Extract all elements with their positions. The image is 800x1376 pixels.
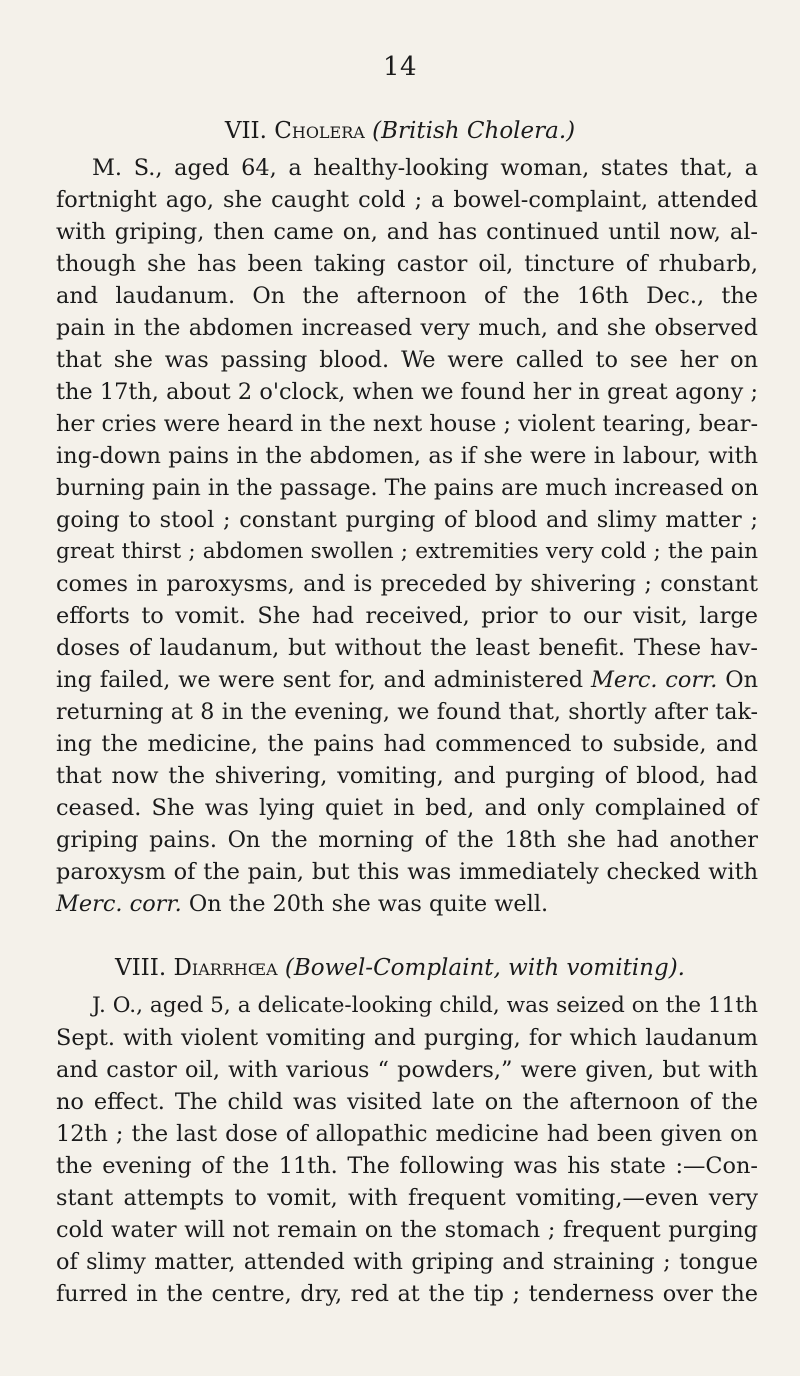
body-line-with-remedy bbox=[56, 664, 758, 696]
body-line: burning pain in the passage. The pains are much increased on bbox=[56, 475, 759, 501]
section-vii-subtitle: (British Cholera.) bbox=[372, 118, 576, 144]
body-line: cold water will not remain on the stomach ; frequent purging bbox=[56, 1217, 758, 1243]
body-line: Sept. with violent vomiting and purging, for which laudanum bbox=[56, 1025, 758, 1051]
body-line: ing-down pains in the abdomen, as if she were in labour, with bbox=[56, 443, 758, 469]
body-line: J. O., aged 5, a delicate-looking child, was seized on the 11th bbox=[92, 993, 758, 1018]
section-viii-title: Diarrhœa bbox=[173, 955, 278, 981]
body-line: her cries were heard in the next house ; violent tearing, bear- bbox=[56, 411, 759, 437]
body-line: great thirst ; abdomen swollen ; extremities very cold ; the pain bbox=[56, 539, 758, 564]
body-line-text: ing failed, we were sent for, and administered bbox=[56, 667, 584, 693]
body-line: M. S., aged 64, a healthy-looking woman, states that, a bbox=[92, 155, 758, 181]
section-vii-numeral: VII. bbox=[224, 118, 267, 144]
remedy-name: Merc. corr. bbox=[56, 891, 182, 917]
body-line: returning at 8 in the evening, we found that, shortly after tak- bbox=[56, 699, 758, 725]
section-viii-heading bbox=[0, 952, 800, 984]
body-line: efforts to vomit. She had received, prior to our visit, large bbox=[56, 603, 758, 629]
section-viii-subtitle: (Bowel-Complaint, with vomiting). bbox=[284, 955, 685, 981]
body-line: that she was passing blood. We were called to see her on bbox=[56, 347, 758, 373]
body-line: ing the medicine, the pains had commenced to subside, and bbox=[56, 731, 758, 757]
body-line-with-remedy bbox=[56, 888, 758, 920]
body-line: doses of laudanum, but without the least benefit. These hav- bbox=[56, 635, 758, 661]
section-vii-heading bbox=[0, 115, 800, 147]
body-line: no effect. The child was visited late on the afternoon of the bbox=[56, 1089, 758, 1115]
body-line: furred in the centre, dry, red at the tip ; tenderness over the bbox=[56, 1281, 758, 1307]
body-line: comes in paroxysms, and is preceded by shivering ; constant bbox=[56, 571, 758, 597]
body-line: 12th ; the last dose of allopathic medicine had been given on bbox=[56, 1121, 758, 1147]
remedy-name: Merc. corr. bbox=[590, 667, 718, 693]
body-line: of slimy matter, attended with griping and straining ; tongue bbox=[56, 1249, 758, 1275]
body-line: ceased. She was lying quiet in bed, and only complained of bbox=[56, 795, 758, 821]
body-line: pain in the abdomen increased very much, and she observed bbox=[56, 315, 758, 341]
body-line: and laudanum. On the afternoon of the 16th Dec., the bbox=[56, 283, 758, 309]
body-line-text: On the 20th she was quite well. bbox=[188, 891, 549, 917]
section-viii-numeral: VIII. bbox=[114, 955, 167, 981]
body-line: and castor oil, with various “ powders,” were given, but with bbox=[56, 1057, 758, 1083]
body-line: that now the shivering, vomiting, and purging of blood, had bbox=[56, 763, 758, 789]
body-line: fortnight ago, she caught cold ; a bowel-complaint, attended bbox=[56, 187, 758, 213]
body-line: paroxysm of the pain, but this was immediately checked with bbox=[56, 859, 758, 885]
body-line: the 17th, about 2 o'clock, when we found her in great agony ; bbox=[56, 379, 758, 405]
body-line: the evening of the 11th. The following was his state :—Con- bbox=[56, 1153, 758, 1179]
body-line-text: On bbox=[725, 667, 758, 693]
section-vii-title: Cholera bbox=[274, 118, 365, 144]
body-line: stant attempts to vomit, with frequent vomiting,—even very bbox=[56, 1185, 758, 1211]
body-line: going to stool ; constant purging of blood and slimy matter ; bbox=[56, 507, 758, 533]
body-line: with griping, then came on, and has continued until now, al- bbox=[56, 219, 758, 245]
page-number: 14 bbox=[382, 52, 418, 82]
body-line: griping pains. On the morning of the 18th she had another bbox=[56, 827, 758, 853]
body-line: though she has been taking castor oil, tincture of rhubarb, bbox=[56, 251, 758, 277]
